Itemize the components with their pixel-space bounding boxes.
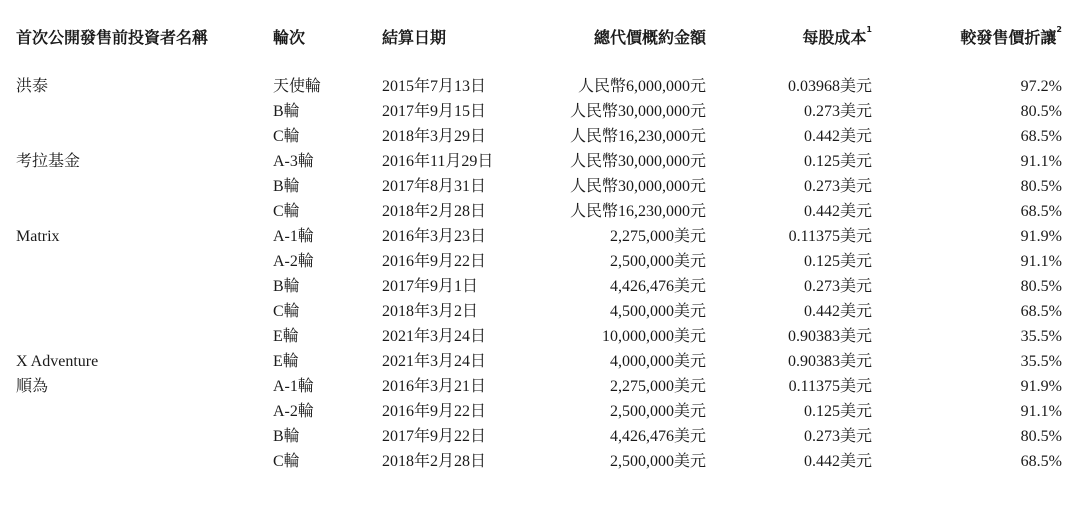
footnote-marker-1: 1 bbox=[866, 24, 872, 34]
cell-cost-per-share: 0.273美元 bbox=[803, 178, 872, 195]
cell-cost-per-share: 0.11375美元 bbox=[788, 228, 872, 245]
cell-round: B輪 bbox=[273, 103, 300, 120]
cell-total-consideration: 2,500,000美元 bbox=[609, 403, 706, 420]
cell-discount: 91.1% bbox=[1020, 153, 1062, 170]
table-row bbox=[0, 174, 1080, 199]
cell-discount: 80.5% bbox=[1020, 178, 1062, 195]
cell-round: C輪 bbox=[273, 203, 300, 220]
cell-discount: 68.5% bbox=[1020, 453, 1062, 470]
table-body bbox=[0, 74, 1080, 474]
table-row bbox=[0, 299, 1080, 324]
cell-discount: 91.9% bbox=[1020, 228, 1062, 245]
cell-total-consideration: 10,000,000美元 bbox=[601, 328, 706, 345]
cell-round: A-3輪 bbox=[273, 153, 314, 170]
header-settlement-date: 結算日期 bbox=[382, 28, 447, 47]
cell-discount: 97.2% bbox=[1020, 78, 1062, 95]
cell-cost-per-share: 0.442美元 bbox=[803, 303, 872, 320]
cell-cost-per-share: 0.03968美元 bbox=[787, 78, 872, 95]
cell-round: E輪 bbox=[273, 328, 299, 345]
cell-total-consideration: 人民幣16,230,000元 bbox=[569, 203, 706, 220]
table-row bbox=[0, 249, 1080, 274]
cell-total-consideration: 人民幣30,000,000元 bbox=[569, 153, 706, 170]
cell-cost-per-share: 0.11375美元 bbox=[788, 378, 872, 395]
table-row bbox=[0, 424, 1080, 449]
cell-settlement-date: 2018年3月29日 bbox=[382, 128, 487, 145]
cell-investor-name: X Adventure bbox=[16, 353, 99, 370]
cell-total-consideration: 4,000,000美元 bbox=[609, 353, 706, 370]
header-discount bbox=[960, 26, 1062, 50]
table-row bbox=[0, 224, 1080, 249]
cell-settlement-date: 2016年11月29日 bbox=[382, 153, 494, 170]
header-total-consideration: 總代價概約金額 bbox=[593, 28, 706, 47]
cell-total-consideration: 人民幣30,000,000元 bbox=[569, 103, 706, 120]
table-row bbox=[0, 324, 1080, 349]
table-row bbox=[0, 149, 1080, 174]
table-row bbox=[0, 199, 1080, 224]
cell-discount: 91.9% bbox=[1020, 378, 1062, 395]
cell-total-consideration: 4,500,000美元 bbox=[609, 303, 706, 320]
cell-investor-name: Matrix bbox=[16, 228, 60, 245]
cell-round: A-1輪 bbox=[273, 378, 314, 395]
table-row bbox=[0, 74, 1080, 99]
cell-discount: 35.5% bbox=[1020, 353, 1062, 370]
cell-discount: 80.5% bbox=[1020, 428, 1062, 445]
cell-discount: 91.1% bbox=[1020, 253, 1062, 270]
cell-discount: 80.5% bbox=[1020, 278, 1062, 295]
cell-cost-per-share: 0.442美元 bbox=[803, 128, 872, 145]
cell-settlement-date: 2016年9月22日 bbox=[382, 403, 487, 420]
header-cost-per-share bbox=[802, 26, 872, 50]
cell-round: B輪 bbox=[273, 278, 300, 295]
cell-discount: 68.5% bbox=[1020, 203, 1062, 220]
cell-round: 天使輪 bbox=[273, 78, 322, 95]
cell-settlement-date: 2017年9月22日 bbox=[382, 428, 487, 445]
cell-cost-per-share: 0.90383美元 bbox=[787, 328, 872, 345]
cell-total-consideration: 人民幣6,000,000元 bbox=[577, 78, 706, 95]
cell-round: A-2輪 bbox=[273, 403, 314, 420]
cell-cost-per-share: 0.273美元 bbox=[803, 278, 872, 295]
cell-cost-per-share: 0.125美元 bbox=[803, 253, 872, 270]
header-cost-per-share-label: 每股成本 bbox=[802, 28, 867, 47]
cell-settlement-date: 2018年3月2日 bbox=[382, 303, 479, 320]
header-discount-label: 較發售價折讓 bbox=[960, 28, 1057, 47]
cell-total-consideration: 4,426,476美元 bbox=[609, 428, 706, 445]
cell-cost-per-share: 0.125美元 bbox=[803, 403, 872, 420]
cell-investor-name: 考拉基金 bbox=[16, 153, 81, 170]
cell-total-consideration: 4,426,476美元 bbox=[609, 278, 706, 295]
cell-round: A-2輪 bbox=[273, 253, 314, 270]
cell-investor-name: 順為 bbox=[16, 378, 49, 395]
cell-cost-per-share: 0.125美元 bbox=[803, 153, 872, 170]
cell-settlement-date: 2021年3月24日 bbox=[382, 328, 487, 345]
cell-total-consideration: 2,500,000美元 bbox=[609, 453, 706, 470]
cell-total-consideration: 人民幣30,000,000元 bbox=[569, 178, 706, 195]
cell-round: E輪 bbox=[273, 353, 299, 370]
cell-total-consideration: 2,275,000美元 bbox=[609, 378, 706, 395]
cell-settlement-date: 2016年3月21日 bbox=[382, 378, 487, 395]
cell-cost-per-share: 0.442美元 bbox=[803, 203, 872, 220]
cell-total-consideration: 人民幣16,230,000元 bbox=[569, 128, 706, 145]
cell-total-consideration: 2,500,000美元 bbox=[609, 253, 706, 270]
cell-cost-per-share: 0.273美元 bbox=[803, 428, 872, 445]
cell-settlement-date: 2016年9月22日 bbox=[382, 253, 487, 270]
cell-settlement-date: 2018年2月28日 bbox=[382, 453, 487, 470]
table-row bbox=[0, 124, 1080, 149]
cell-discount: 68.5% bbox=[1020, 128, 1062, 145]
cell-settlement-date: 2017年8月31日 bbox=[382, 178, 487, 195]
header-investor-name: 首次公開發售前投資者名稱 bbox=[16, 28, 209, 47]
cell-settlement-date: 2021年3月24日 bbox=[382, 353, 487, 370]
header-round: 輪次 bbox=[273, 28, 306, 47]
table-row bbox=[0, 399, 1080, 424]
cell-round: B輪 bbox=[273, 428, 300, 445]
cell-cost-per-share: 0.442美元 bbox=[803, 453, 872, 470]
cell-round: C輪 bbox=[273, 303, 300, 320]
cell-settlement-date: 2016年3月23日 bbox=[382, 228, 487, 245]
cell-settlement-date: 2017年9月1日 bbox=[382, 278, 479, 295]
table-row bbox=[0, 99, 1080, 124]
cell-round: C輪 bbox=[273, 453, 300, 470]
cell-round: B輪 bbox=[273, 178, 300, 195]
cell-investor-name: 洪泰 bbox=[16, 78, 49, 95]
table-header bbox=[0, 26, 1080, 50]
cell-settlement-date: 2015年7月13日 bbox=[382, 78, 487, 95]
table-row bbox=[0, 349, 1080, 374]
cell-settlement-date: 2018年2月28日 bbox=[382, 203, 487, 220]
cell-discount: 35.5% bbox=[1020, 328, 1062, 345]
cell-round: C輪 bbox=[273, 128, 300, 145]
table-row bbox=[0, 274, 1080, 299]
table-row bbox=[0, 449, 1080, 474]
cell-settlement-date: 2017年9月15日 bbox=[382, 103, 487, 120]
cell-cost-per-share: 0.273美元 bbox=[803, 103, 872, 120]
cell-discount: 91.1% bbox=[1020, 403, 1062, 420]
cell-discount: 68.5% bbox=[1020, 303, 1062, 320]
cell-discount: 80.5% bbox=[1020, 103, 1062, 120]
cell-round: A-1輪 bbox=[273, 228, 314, 245]
footnote-marker-2: 2 bbox=[1056, 24, 1062, 34]
table-row bbox=[0, 374, 1080, 399]
cell-cost-per-share: 0.90383美元 bbox=[787, 353, 872, 370]
cell-total-consideration: 2,275,000美元 bbox=[609, 228, 706, 245]
